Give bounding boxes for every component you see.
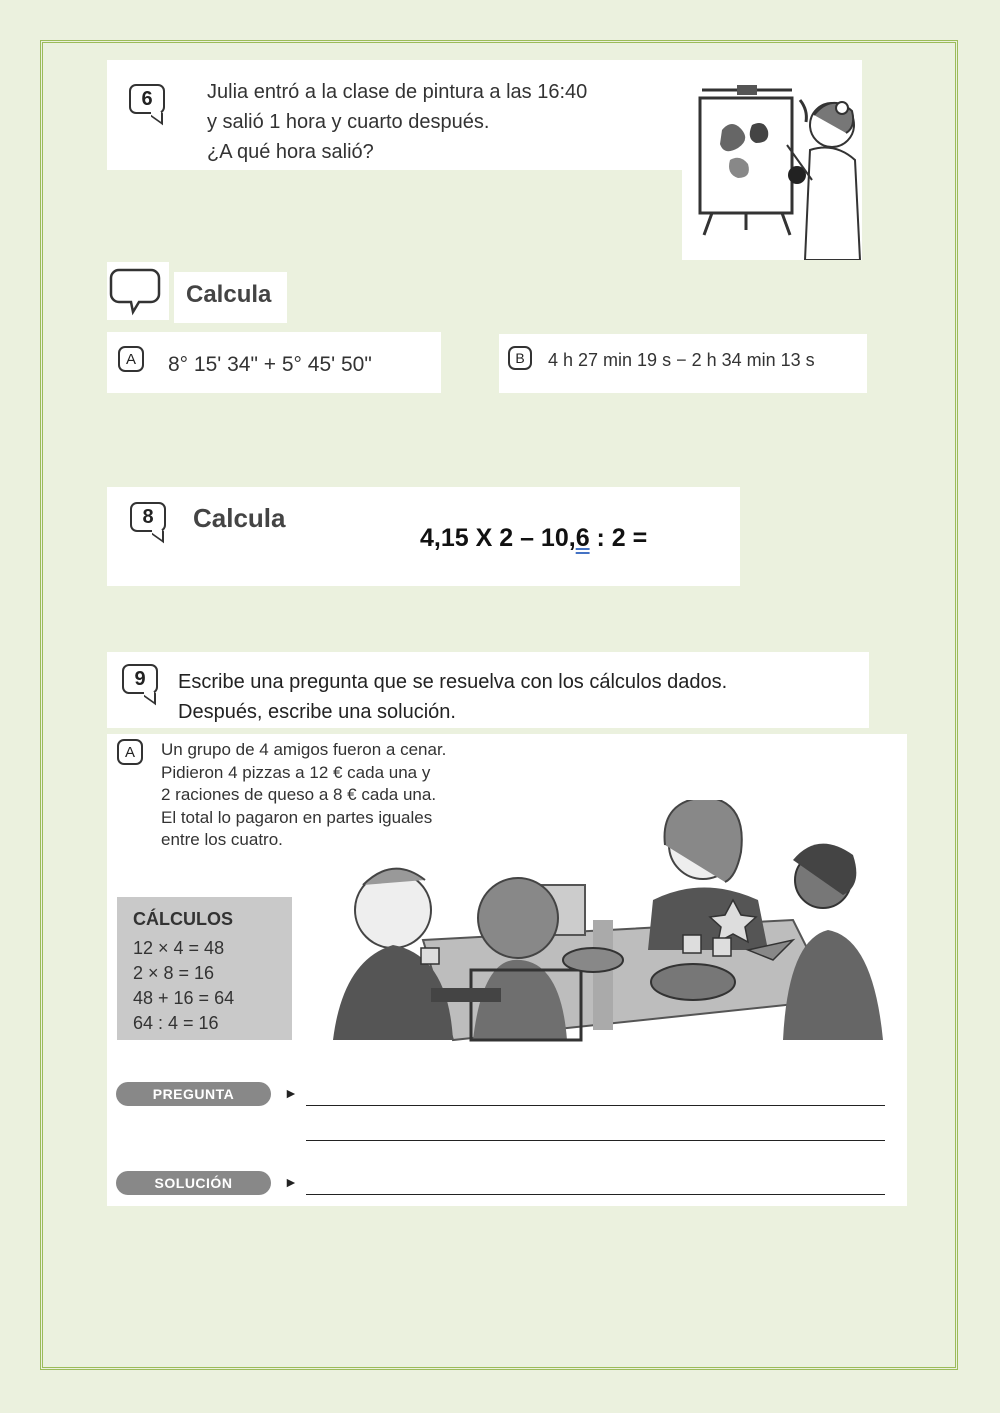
pregunta-arrow-icon: ► [284, 1085, 298, 1101]
q8-expr-after: : 2 = [589, 524, 648, 552]
painter-illustration [682, 60, 862, 260]
q9-line-2: Después, escribe una solución. [178, 701, 456, 723]
q9-problem-line-5: entre los cuatro. [161, 830, 283, 849]
pregunta-label: PREGUNTA [116, 1082, 271, 1106]
q7-b-expression: 4 h 27 min 19 s − 2 h 34 min 13 s [548, 350, 815, 370]
calc-line-2: 2 × 8 = 16 [133, 963, 215, 983]
q6-text [207, 77, 587, 167]
solucion-label: SOLUCIÓN [116, 1171, 271, 1195]
q7-b-label: B [508, 346, 532, 370]
calc-line-1: 12 × 4 = 48 [133, 938, 225, 958]
q9-problem-line-2: Pidieron 4 pizzas a 12 € cada una y [161, 762, 431, 782]
q6-line-3: ¿A qué hora salió? [207, 141, 374, 163]
q9-instructions [178, 667, 727, 727]
q6-line-2: y salió 1 hora y cuarto después. [207, 111, 490, 133]
q7-icon-panel [107, 262, 169, 320]
q8-expr-underlined: 6 [575, 524, 590, 552]
q8-expr-before: 4,15 X 2 – 10, [420, 524, 576, 552]
q9-problem-line-4: El total lo pagaron en partes iguales [161, 807, 433, 827]
q9-line-1: Escribe una pregunta que se resuelva con los cálculos dados. [178, 671, 728, 693]
speech-bubble-icon [107, 262, 169, 320]
pregunta-answer-line-2[interactable] [306, 1140, 885, 1141]
calc-line-4: 64 : 4 = 16 [133, 1013, 219, 1033]
q6-line-1: Julia entró a la clase de pintura a las 16:40 [207, 81, 588, 103]
solucion-arrow-icon: ► [284, 1174, 298, 1190]
pregunta-answer-line-1[interactable] [306, 1105, 885, 1106]
q7-a-expression: 8° 15' 34" + 5° 45' 50" [168, 353, 372, 376]
calculations-title: CÁLCULOS [133, 909, 233, 929]
q7-title: Calcula [186, 281, 272, 308]
q9-number-badge: 9 [122, 664, 158, 694]
calc-line-3: 48 + 16 = 64 [133, 988, 235, 1008]
q8-expression [420, 524, 647, 553]
q8-title: Calcula [193, 503, 286, 533]
solucion-answer-line[interactable] [306, 1194, 885, 1195]
q9-problem-line-3: 2 raciones de queso a 8 € cada una. [161, 785, 437, 804]
q6-number-badge: 6 [129, 84, 165, 114]
q7-a-label: A [118, 346, 144, 372]
q9-a-label: A [117, 739, 143, 765]
q9-problem-line-1: Un grupo de 4 amigos fueron a cenar. [161, 740, 447, 759]
calculations-box [117, 897, 292, 1040]
dinner-illustration [293, 800, 883, 1045]
q8-number-badge: 8 [130, 502, 166, 532]
